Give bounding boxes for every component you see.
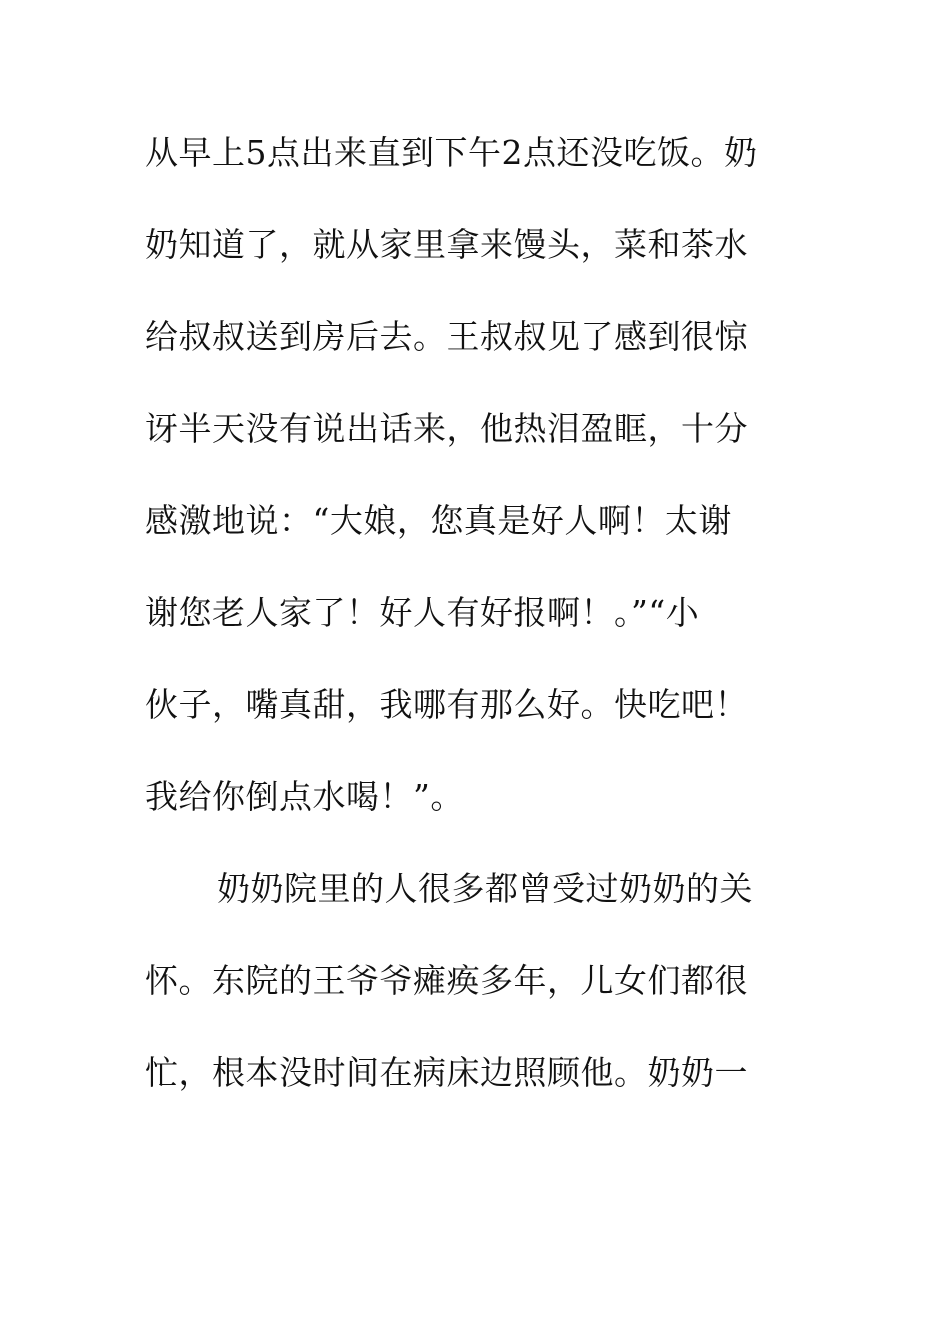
body-text [145,128,810,1140]
text-line: 给叔叔送到房后去。王叔叔见了感到很惊 [145,317,748,356]
paragraph-start-line: 奶奶院里的人很多都曾受过奶奶的关 [217,869,753,908]
text-line: 从早上5点出来直到下午2点还没吃饭。奶 [145,133,758,172]
text-line: 忙，根本没时间在病床边照顾他。奶奶一 [145,1053,748,1092]
text-line: 感激地说：“大娘，您真是好人啊！太谢 [145,501,732,540]
text-line: 我给你倒点水喝！”。 [145,777,464,816]
text-line: 谢您老人家了！好人有好报啊！。”“小 [145,593,700,632]
text-line: 讶半天没有说出话来，他热泪盈眶，十分 [145,409,748,448]
text-line: 伙子，嘴真甜，我哪有那么好。快吃吧！ [145,685,748,724]
text-line: 奶知道了，就从家里拿来馒头，菜和茶水 [145,225,748,264]
text-line: 怀。东院的王爷爷瘫痪多年，儿女们都很 [145,961,748,1000]
